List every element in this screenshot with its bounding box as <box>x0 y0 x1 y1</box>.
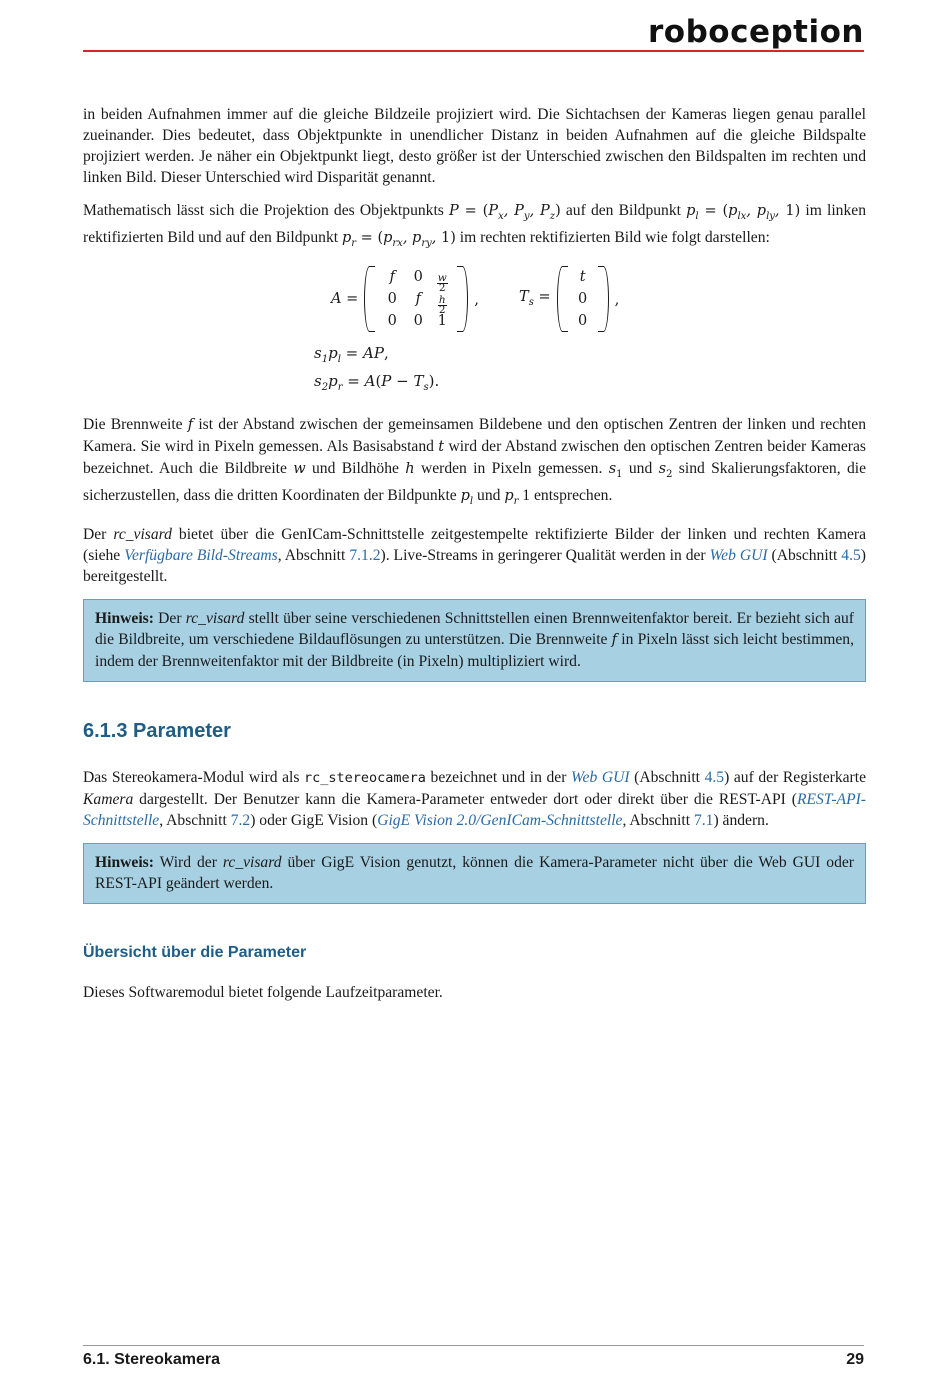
note-focal-factor: Hinweis: Der rc_visard stellt über seine verschiedenen Schnittstellen einen Brennweitenfaktor bereit. Er bezieht sich auf die Bildbreite, um verschiedene Bildauflösungen zu unterstützen. Die Brennweite f in Pixeln lässt sich leicht bestimmen, indem der Brennweitenfaktor mit der Bildbreite (in Pixeln) multipliziert wird. <box>83 599 866 682</box>
link-web-gui[interactable]: Web GUI <box>709 546 768 564</box>
link-section-7-1-2[interactable]: 7.1.2 <box>349 546 381 564</box>
header-rule <box>83 50 864 52</box>
section-heading: 6.1.3 Parameter <box>83 719 231 742</box>
equation-matrices: A = f 0 $\frac{w}{2}$ 0 f $\frac{h}{2}$ 0 0 1 , $T_s$ = t 0 0 , <box>331 266 619 332</box>
equation-left: $s_1p_l$ = AP, <box>314 343 389 365</box>
link-image-streams[interactable]: Verfügbare Bild-Streams <box>124 546 278 564</box>
link-section-7-1[interactable]: 7.1 <box>693 811 714 829</box>
projection-text-1: Mathematisch lässt sich die Projektion des Objektpunkts <box>83 202 449 219</box>
vector-ts-label: $T_s$ = <box>519 289 551 309</box>
matrix-a-label: A = <box>331 290 359 307</box>
projection-text-4: im rechten rektifizierten Bild wie folgt darstellen: <box>455 228 770 246</box>
link-section-7-2[interactable]: 7.2 <box>230 811 251 829</box>
code-module-name: rc_stereocamera <box>304 769 426 786</box>
display-equations <box>83 266 866 404</box>
equation-right: $s_2p_r = A(P - T_s)$. <box>314 371 440 393</box>
math-object-point: $P = (P_x$, $P_y$, $P_z$) <box>449 203 561 222</box>
link-section-4-5-2[interactable]: 4.5 <box>704 768 725 786</box>
footer-rule <box>83 1345 864 1346</box>
paragraph-projection <box>83 200 866 254</box>
link-rest-api[interactable]: REST-API-Schnittstelle <box>83 790 866 829</box>
subsection-heading: Übersicht über die Parameter <box>83 943 307 961</box>
page-number: 29 <box>846 1351 864 1368</box>
paragraph-genicam: Der rc_visard bietet über die GenICam-Schnittstelle zeitgestempelte rektifizierte Bilder der linken und rechten Kamera (siehe Verfügbare Bild-Streams, Abschnitt 7.1.2). Live-Streams in geringerer Qualität werden in der Web GUI (Abschnitt 4.5) bereitgestellt. <box>83 525 866 585</box>
math-right-point: $p_r = (p_{rx}$, $p_{ry}$, 1) <box>341 229 456 249</box>
matrix-a: f 0 $\frac{w}{2}$ 0 f $\frac{h}{2}$ 0 0 1 <box>387 268 447 329</box>
link-gige-vision[interactable]: GigE Vision 2.0/GenICam-Schnittstelle <box>377 811 623 829</box>
note-gige: Hinweis: Wird der rc_visard über GigE Vision genutzt, können die Kamera-Parameter nicht über die Web GUI oder REST-API geändert werden. <box>83 843 866 904</box>
footer-section: 6.1. Stereokamera <box>83 1351 220 1368</box>
link-web-gui-2[interactable]: Web GUI <box>570 768 630 786</box>
vector-ts: t 0 0 <box>577 268 588 329</box>
link-section-4-5[interactable]: 4.5 <box>841 546 861 564</box>
paragraph-focal-length: Die Brennweite f ist der Abstand zwischen der gemeinsamen Bildebene und den optischen Zentren der linken und rechten Kamera. Sie wird in Pixeln gemessen. Als Basisabstand t wird der Abstand zwischen den optischen Zentren beider Kameras bezeichnet. Auch die Bildbreite w und Bildhöhe h werden in Pixeln gemessen. $s_1$ und $s_2$ sind Skalierungsfaktoren, die sicherzustellen, dass die dritten Koordinaten der Bildpunkte $p_l$ und $p_r$ 1 entsprechen. <box>83 415 866 507</box>
note-label: Hinweis: <box>95 609 154 627</box>
paragraph-module: Das Stereokamera-Modul wird als rc_stereocamera bezeichnet und in der Web GUI (Abschnitt 4.5) auf der Registerkarte Kamera dargestellt. Der Benutzer kann die Kamera-Parameter entweder dort oder direkt über die REST-API (REST-API-Schnittstelle, Abschnitt 7.2) oder GigE Vision (GigE Vision 2.0/GenICam-Schnittstelle, Abschnitt 7.1) ändern. <box>83 768 867 829</box>
page-content <box>83 104 866 1015</box>
roboception-logo: roboception <box>648 14 864 50</box>
projection-text-2: auf den Bildpunkt <box>560 202 687 219</box>
projection-text-3: im linken rektifizierten Bild und auf den Bildpunkt <box>83 202 866 246</box>
paragraph-runtime-params: Dieses Softwaremodul bietet folgende Laufzeitparameter. <box>83 983 443 1001</box>
paragraph-disparity: in beiden Aufnahmen immer auf die gleiche Bildzeile projiziert wird. Die Sichtachsen der Kameras liegen genau parallel zueinander. Dies bedeutet, dass Objektpunkte in unendlicher Distanz in beiden Aufnahmen auf die gleiche Bildspalte projiziert werden. Je näher ein Objektpunkt liegt, desto größer ist der Unterschied zwischen den Bildspalten im rechten und linken Bild. Dieser Unterschied wird Disparität genannt. <box>83 106 866 186</box>
note-label-2: Hinweis: <box>95 853 154 871</box>
math-left-point: $p_l = (p_{lx}$, $p_{ly}$, 1) <box>686 203 801 222</box>
